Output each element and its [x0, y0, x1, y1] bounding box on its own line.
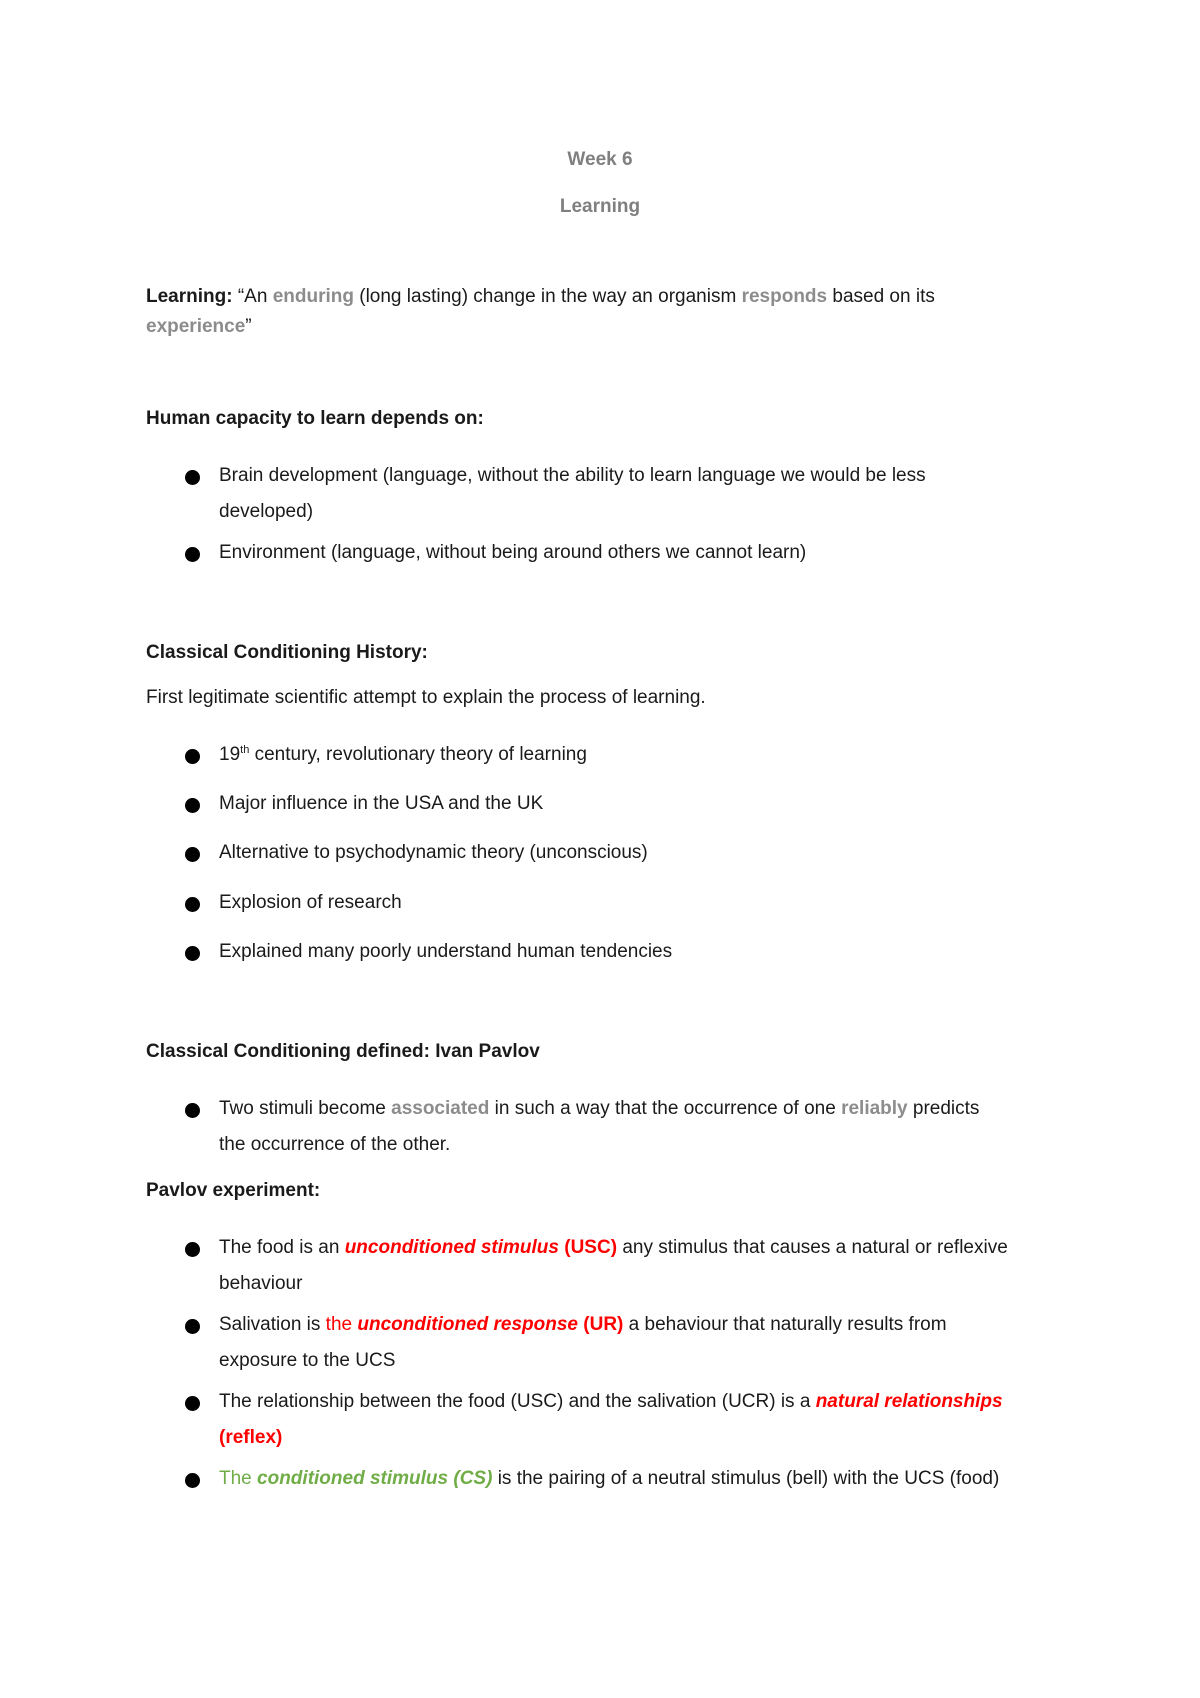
keyword-associated: associated [391, 1098, 490, 1119]
keyword-reliably: reliably [841, 1098, 908, 1119]
definition-line-1: Learning: “An enduring (long lasting) change in the way an organism responds based on its [146, 286, 935, 307]
list-item-continuation: behaviour [219, 1273, 303, 1294]
keyword-responds: responds [741, 286, 828, 307]
term-natural-relationships: natural relationships [815, 1391, 1003, 1412]
section-heading-defined: Classical Conditioning defined: Ivan Pavlov [146, 1041, 540, 1062]
list-item: Alternative to psychodynamic theory (unconscious) [219, 842, 648, 863]
list-item: Brain development (language, without the ability to learn language we would be less [219, 465, 926, 486]
list-item: Two stimuli become associated in such a way that the occurrence of one reliably predicts [219, 1098, 980, 1119]
section-heading-history: Classical Conditioning History: [146, 642, 428, 663]
list-item: The conditioned stimulus (CS) is the pairing of a neutral stimulus (bell) with the UCS (food) [219, 1468, 1000, 1489]
list-item: Environment (language, without being around others we cannot learn) [219, 542, 807, 563]
bullet-icon [185, 798, 200, 813]
bullet-icon [185, 470, 200, 485]
definition-line-2: experience” [146, 316, 252, 337]
list-item-continuation: (reflex) [219, 1427, 283, 1448]
bullet-icon [185, 1242, 200, 1257]
list-item: Major influence in the USA and the UK [219, 793, 544, 814]
list-item: Explained many poorly understand human tendencies [219, 941, 673, 962]
bullet-icon [185, 1319, 200, 1334]
week-title: Week 6 [567, 149, 633, 170]
history-intro: First legitimate scientific attempt to explain the process of learning. [146, 687, 706, 708]
term-unconditioned-response: unconditioned response [357, 1314, 578, 1335]
bullet-icon [185, 847, 200, 862]
list-item-continuation: the occurrence of the other. [219, 1134, 451, 1155]
bullet-icon [185, 749, 200, 764]
bullet-icon [185, 547, 200, 562]
bullet-icon [185, 897, 200, 912]
term-unconditioned-stimulus: unconditioned stimulus [344, 1237, 559, 1258]
list-item: The relationship between the food (USC) and the salivation (UCR) is a natural relationships [219, 1391, 1003, 1412]
list-item-continuation: exposure to the UCS [219, 1350, 396, 1371]
section-heading-pavlov: Pavlov experiment: [146, 1180, 321, 1201]
bullet-icon [185, 1396, 200, 1411]
bullet-icon [185, 1473, 200, 1488]
list-item: Salivation is the unconditioned response (UR) a behaviour that naturally results from [219, 1314, 947, 1335]
term-conditioned-stimulus: conditioned stimulus (CS) [257, 1468, 493, 1489]
list-item-continuation: developed) [219, 501, 314, 522]
keyword-enduring: enduring [272, 286, 354, 307]
keyword-experience: experience [146, 316, 246, 337]
list-item: The food is an unconditioned stimulus (USC) any stimulus that causes a natural or reflexive [219, 1237, 1008, 1258]
list-item: 19th century, revolutionary theory of learning [219, 744, 587, 765]
definition-label: Learning: [146, 286, 233, 307]
bullet-icon [185, 946, 200, 961]
topic-title: Learning [559, 196, 641, 217]
list-item: Explosion of research [219, 892, 402, 913]
bullet-icon [185, 1103, 200, 1118]
section-heading-capacity: Human capacity to learn depends on: [146, 408, 484, 429]
